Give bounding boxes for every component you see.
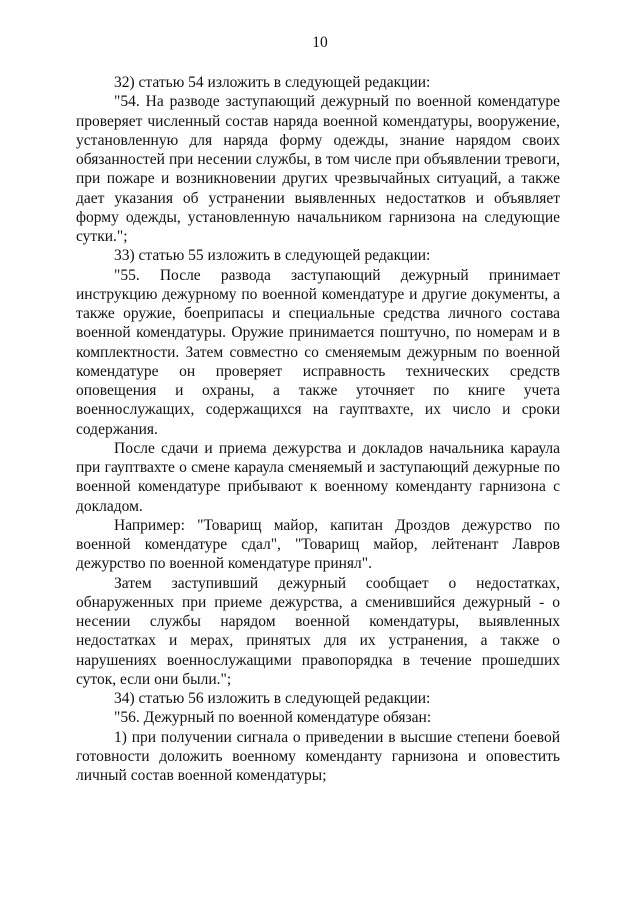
paragraph-duty-item-1: 1) при получении сигнала о приведении в высшие степени боевой готовности доложить военному коменданту гарнизона и оповестить личный состав военной комендатуры; xyxy=(76,728,560,784)
paragraph-example: Например: "Товарищ майор, капитан Дроздов дежурство по военной комендатуре сдал", "Товарищ майор, лейтенант Лавров дежурство по военной комендатуре принял". xyxy=(76,516,560,573)
document-body xyxy=(76,73,560,785)
paragraph-article-55-text: "55. После развода заступающий дежурный принимает инструкцию дежурному по военной комендатуре и другие документы, а также оружие, боеприпасы и специальные средства личного состава военной комендатуры. Оружие принимается поштучно, по номерам и в комплектности. Затем совместно со сменяемым дежурным по военной комендатуре он проверяет исправность технических средств оповещения и охраны, а также уточняет по книге учета военнослужащих, содержащихся на гауптвахте, их число и сроки содержания. xyxy=(76,266,560,438)
paragraph-amend-article-56: 34) статью 56 изложить в следующей редакции: xyxy=(114,690,431,707)
paragraph-handover-report: После сдачи и приема дежурства и докладов начальника караула при гауптвахте о смене караула сменяемый и заступающий дежурные по военной комендатуре прибывают к военному коменданту гарнизона с докладом. xyxy=(76,439,560,515)
paragraph-article-56-text: "56. Дежурный по военной комендатуре обязан: xyxy=(114,709,432,727)
paragraph-amend-article-54: 32) статью 54 изложить в следующей редакции: xyxy=(114,74,431,91)
paragraph-deficiencies: Затем заступивший дежурный сообщает о недостатках, обнаруженных при приеме дежурства, а сменившийся дежурный - о несении службы нарядом военной комендатуры, выявленных недостатках и мерах, принятых для их устранения, а также о нарушениях военнослужащими правопорядка в течение прошедших суток, если они были."; xyxy=(76,574,560,688)
paragraph-amend-article-55: 33) статью 55 изложить в следующей редакции: xyxy=(114,247,431,265)
paragraph-article-54-text: "54. На разводе заступающий дежурный по военной комендатуре проверяет численный состав наряда военной комендатуры, вооружение, установленную для наряда форму одежды, знание нарядом своих обязанностей при несении службы, в том числе при объявлении тревоги, при пожаре и возникновении других чрезвычайных ситуаций, а также дает указания об устранении выявленных недостатков и объявляет форму одежды, установленную начальником гарнизона на следующие сутки."; xyxy=(76,93,560,245)
page-number: 10 xyxy=(312,34,328,51)
